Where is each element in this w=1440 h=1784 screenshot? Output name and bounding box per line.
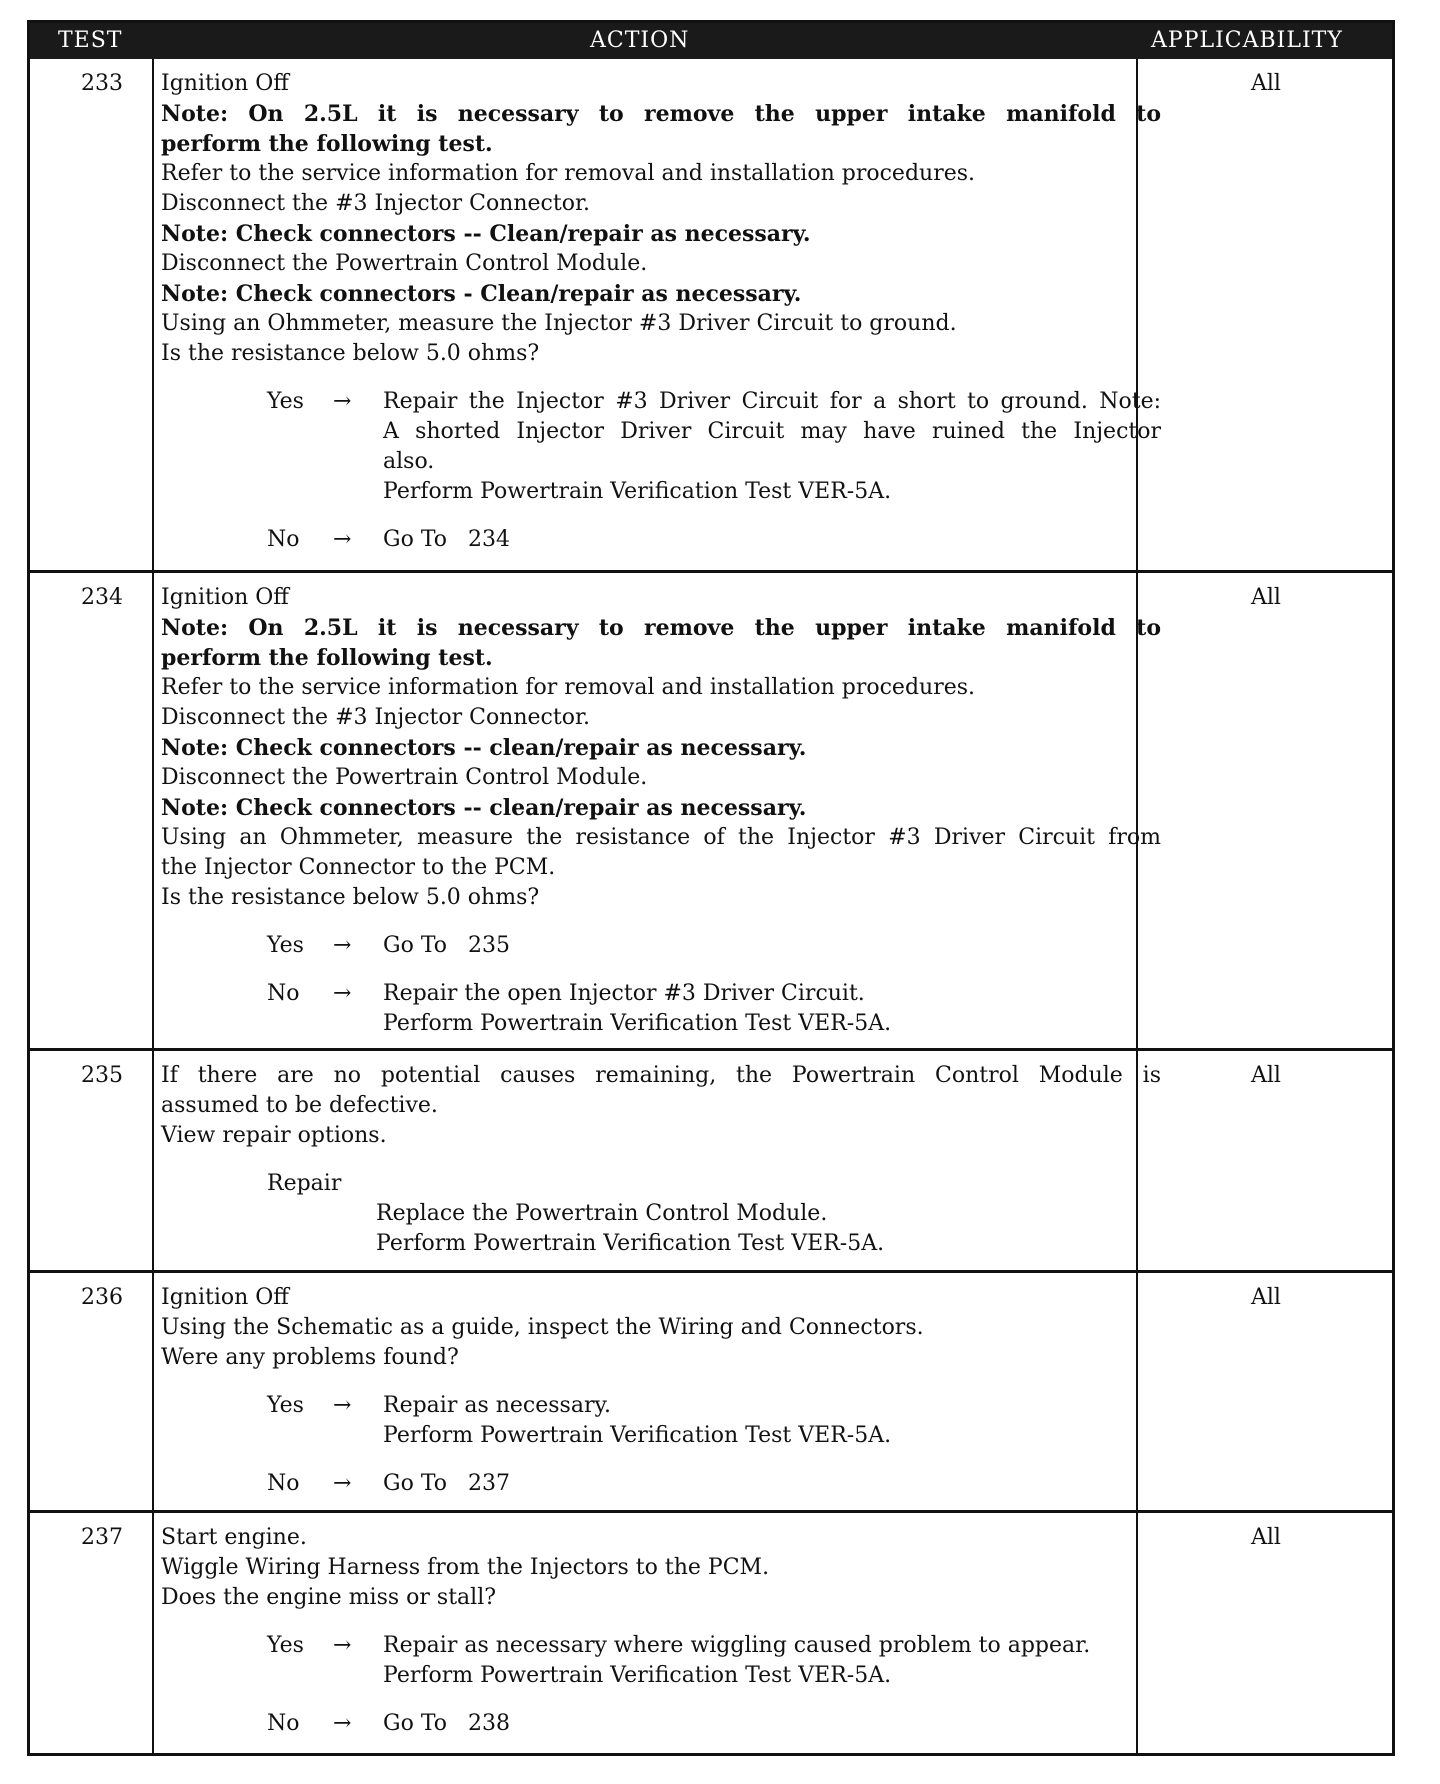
repair-line: Replace the Powertrain Control Module. (376, 1201, 828, 1226)
action-line: Ignition Off (161, 1285, 289, 1310)
arrow-icon: → (333, 527, 352, 552)
action-line: Ignition Off (161, 71, 289, 96)
action-line: Disconnect the #3 Injector Connector. (161, 705, 591, 730)
no-label: No (267, 527, 300, 552)
action-line: Refer to the service information for removal and installation procedures. (161, 675, 976, 700)
note-line: perform the following test. (161, 645, 493, 671)
action-cell (161, 1523, 1161, 1739)
action-line: View repair options. (161, 1123, 387, 1148)
arrow-icon: → (333, 1633, 352, 1658)
note-line: Note: Check connectors -- clean/repair as necessary. (161, 735, 807, 761)
arrow-icon: → (333, 981, 352, 1006)
action-line: Disconnect the #3 Injector Connector. (161, 191, 591, 216)
no-label: No (267, 981, 300, 1006)
yes-label: Yes (267, 1393, 304, 1418)
diagnostic-table (27, 20, 1395, 1756)
question-line: Were any problems found? (161, 1345, 459, 1370)
applicability-value: All (1251, 71, 1281, 96)
action-line: If there are no potential causes remaining, the Powertrain Control Module is (161, 1063, 1161, 1088)
arrow-icon: → (333, 1393, 352, 1418)
arrow-icon: → (333, 1471, 352, 1496)
action-line: Disconnect the Powertrain Control Module. (161, 765, 648, 790)
table-row (30, 59, 1392, 573)
action-line: Wiggle Wiring Harness from the Injectors to the PCM. (161, 1555, 770, 1580)
test-number: 235 (81, 1063, 123, 1088)
action-line: Using an Ohmmeter, measure the resistance of the Injector #3 Driver Circuit from (161, 825, 1161, 850)
action-line: assumed to be defective. (161, 1093, 438, 1118)
test-number: 233 (81, 71, 123, 96)
no-branch (161, 1709, 1161, 1739)
yes-branch (161, 1391, 1161, 1451)
branch-line: also. (383, 449, 435, 474)
note-line: perform the following test. (161, 131, 493, 157)
branch-line: Perform Powertrain Verification Test VER-5A. (383, 479, 892, 504)
yes-label: Yes (267, 1633, 304, 1658)
action-line: Refer to the service information for removal and installation procedures. (161, 161, 976, 186)
action-line: Using an Ohmmeter, measure the Injector #3 Driver Circuit to ground. (161, 311, 957, 336)
note-line: Note: Check connectors - Clean/repair as necessary. (161, 281, 802, 307)
arrow-icon: → (333, 1711, 352, 1736)
question-line: Is the resistance below 5.0 ohms? (161, 341, 540, 366)
yes-branch (161, 387, 1161, 507)
yes-branch (161, 931, 1161, 961)
arrow-icon: → (333, 933, 352, 958)
test-number: 236 (81, 1285, 123, 1310)
no-branch (161, 1469, 1161, 1499)
no-branch (161, 979, 1161, 1039)
branch-line: Repair as necessary. (383, 1393, 611, 1418)
action-cell (161, 69, 1161, 555)
branch-line: Perform Powertrain Verification Test VER-5A. (383, 1423, 892, 1448)
table-header (30, 23, 1392, 59)
note-line: Note: Check connectors -- clean/repair as necessary. (161, 795, 807, 821)
test-number: 237 (81, 1525, 123, 1550)
repair-label: Repair (267, 1171, 342, 1196)
repair-line: Perform Powertrain Verification Test VER-5A. (376, 1231, 885, 1256)
arrow-icon: → (333, 389, 352, 414)
applicability-value: All (1251, 585, 1281, 610)
table-row (30, 1051, 1392, 1273)
yes-label: Yes (267, 933, 304, 958)
yes-label: Yes (267, 389, 304, 414)
action-line: Ignition Off (161, 585, 289, 610)
note-line: Note: On 2.5L it is necessary to remove the upper intake manifold to (161, 101, 1161, 127)
action-cell (161, 1283, 1161, 1499)
no-label: No (267, 1711, 300, 1736)
applicability-value: All (1251, 1285, 1281, 1310)
header-applicability: APPLICABILITY (1151, 28, 1343, 53)
branch-line: Repair the open Injector #3 Driver Circuit. (383, 981, 865, 1006)
goto-line: Go To 238 (383, 1711, 510, 1736)
note-line: Note: On 2.5L it is necessary to remove the upper intake manifold to (161, 615, 1161, 641)
branch-line: Repair as necessary where wiggling caused problem to appear. (383, 1633, 1091, 1658)
no-label: No (267, 1471, 300, 1496)
header-test: TEST (58, 28, 123, 53)
branch-line: Perform Powertrain Verification Test VER-5A. (383, 1011, 892, 1036)
action-line: the Injector Connector to the PCM. (161, 855, 556, 880)
header-action: ACTION (590, 28, 690, 53)
question-line: Does the engine miss or stall? (161, 1585, 497, 1610)
table-row (30, 1273, 1392, 1513)
no-branch (161, 525, 1161, 555)
table-row (30, 1513, 1392, 1753)
question-line: Is the resistance below 5.0 ohms? (161, 885, 540, 910)
test-number: 234 (81, 585, 123, 610)
action-cell (161, 583, 1161, 1039)
branch-line: Repair the Injector #3 Driver Circuit for a short to ground. Note: (383, 389, 1161, 414)
action-line: Using the Schematic as a guide, inspect the Wiring and Connectors. (161, 1315, 924, 1340)
goto-line: Go To 234 (383, 527, 510, 552)
applicability-value: All (1251, 1525, 1281, 1550)
table-row (30, 573, 1392, 1051)
action-line: Disconnect the Powertrain Control Module. (161, 251, 648, 276)
yes-branch (161, 1631, 1161, 1691)
goto-line: Go To 235 (383, 933, 510, 958)
goto-line: Go To 237 (383, 1471, 510, 1496)
branch-line: A shorted Injector Driver Circuit may have ruined the Injector (383, 419, 1161, 444)
action-line: Start engine. (161, 1525, 307, 1550)
action-cell (161, 1061, 1161, 1259)
branch-line: Perform Powertrain Verification Test VER-5A. (383, 1663, 892, 1688)
note-line: Note: Check connectors -- Clean/repair as necessary. (161, 221, 811, 247)
applicability-value: All (1251, 1063, 1281, 1088)
